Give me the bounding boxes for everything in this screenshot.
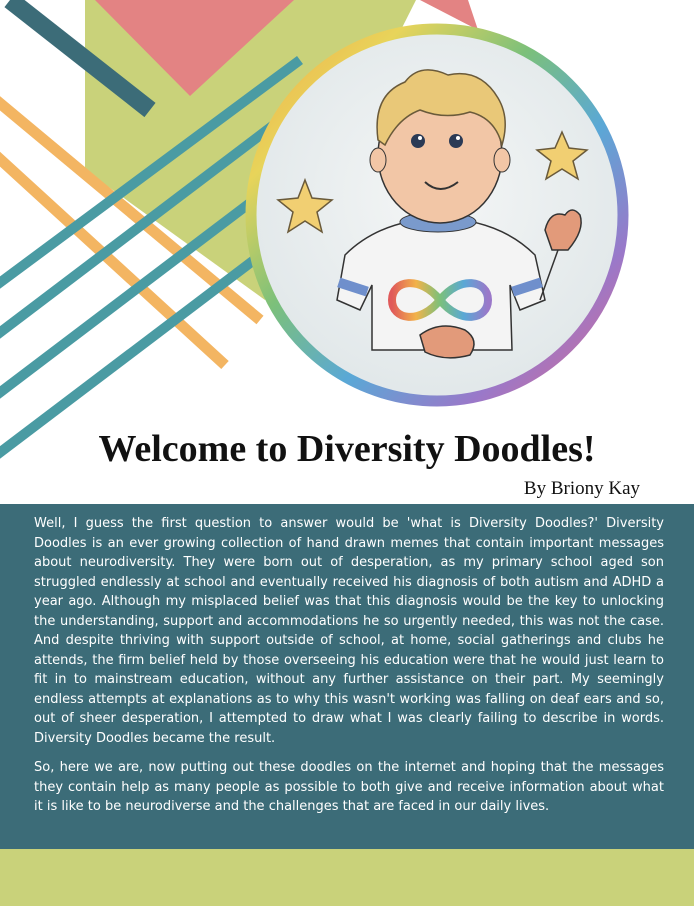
page-title: Welcome to Diversity Doodles! (98, 428, 596, 470)
article-paragraph: Well, I guess the first question to answer would be 'what is Diversity Doodles?' Diversity Doodles is an ever growing collection of hand drawn memes that contain important messages about neurodiversity. They were born out of desperation, as my primary school aged son struggled endlessly at school and eventually received his diagnosis of both autism and ADHD a year ago. Although my misplaced belief was that this diagnosis would be the key to unlocking the understanding, support and accommodations he so urgently needed, this was not the case. And despite thriving with support outside of school, at home, social gatherings and clubs he attends, the firm belief held by those overseeing his education were that he would just learn to fit in to mainstream education, without any further assistance on their part. My seemingly endless attempts at explanations as to why this wasn't working was falling on deaf ears and so, out of sheer desperation, I attempted to draw what I was clearly failing to describe in words. Diversity Doodles became the result. (34, 516, 664, 746)
boy-doodle-illustration (247, 25, 627, 405)
author-byline: By Briony Kay (523, 478, 640, 499)
article-paragraph: So, here we are, now putting out these doodles on the internet and hoping that the messages they contain help as many people as possible to both give and receive information about what it is like to be neurodiverse and the challenges that are faced in our daily lives. (34, 760, 664, 814)
footer-band (0, 849, 694, 906)
article-body (34, 514, 664, 827)
